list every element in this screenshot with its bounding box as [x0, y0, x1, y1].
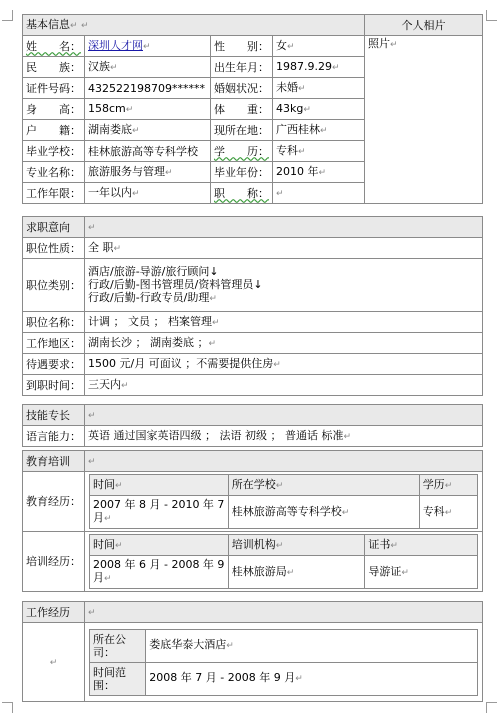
salary-value: 1500 元/月 可面议 ；不需要提供住房↵ [85, 354, 483, 375]
edu-row-degree: 专科↵ [419, 496, 477, 529]
edu-col-degree: 学历↵ [419, 475, 477, 496]
school-value: 桂林旅游高等专科学校 [85, 141, 211, 162]
id-label: 证件号码： [23, 78, 85, 99]
section-header-education: 教育培训 [23, 451, 85, 472]
height-label: 身 高： [23, 99, 85, 120]
major-value: 旅游服务与管理↵ [85, 162, 211, 183]
birth-label: 出生年月： [211, 57, 273, 78]
training-label: 培训经历： [23, 532, 85, 592]
section-header-intent: 求职意向 [23, 217, 85, 238]
location-label: 现所在地： [211, 120, 273, 141]
grad-label: 毕业年份： [211, 162, 273, 183]
period-label: 时间范围： [90, 662, 146, 695]
training-subtable [89, 534, 478, 589]
work-table [22, 601, 483, 702]
education-subtable [89, 474, 478, 529]
section-header-work-filler: ↵ [85, 602, 483, 623]
section-header-skills-filler: ↵ [85, 405, 483, 426]
school-label: 毕业学校： [23, 141, 85, 162]
train-col-cert: 证书↵ [365, 535, 478, 556]
arrival-label: 到职时间： [23, 375, 85, 396]
section-header-basic: 基本信息↵ ↵ [23, 15, 365, 36]
train-col-org: 培训机构↵ [228, 535, 365, 556]
train-row-time: 2008 年 6 月 - 2008 年 9 月↵ [90, 556, 229, 589]
degree-label: 学 历： [211, 141, 273, 162]
nature-value: 全 职↵ [85, 238, 483, 259]
basic-info-table [22, 14, 483, 204]
page-corner-mark [486, 702, 497, 713]
page-corner-mark [486, 10, 497, 21]
name-value[interactable]: 深圳人才网↵ [85, 36, 211, 57]
page-corner-mark [2, 10, 13, 21]
category-item: 酒店/旅游-导游/旅行顾问↓ [88, 264, 219, 278]
section-header-intent-filler: ↵ [85, 217, 483, 238]
weight-label: 体 重： [211, 99, 273, 120]
area-value: 湖南长沙 ； 湖南娄底 ；↵ [85, 333, 483, 354]
training-subtable-cell [85, 532, 483, 592]
height-value: 158cm↵ [85, 99, 211, 120]
arrival-value: 三天内↵ [85, 375, 483, 396]
period-value: 2008 年 7 月 - 2008 年 9 月↵ [146, 662, 478, 695]
marital-label: 婚姻状况： [211, 78, 273, 99]
degree-value: 专科↵ [273, 141, 365, 162]
train-col-time: 时间↵ [90, 535, 229, 556]
birth-value: 1987.9.29↵ [273, 57, 365, 78]
section-header-skills: 技能专长 [23, 405, 85, 426]
skills-table [22, 404, 483, 447]
train-row-org: 桂林旅游局↵ [228, 556, 365, 589]
title-label: 职 称： [211, 183, 273, 204]
language-label: 语言能力： [23, 426, 85, 447]
gender-value: 女↵ [273, 36, 365, 57]
education-table [22, 450, 483, 592]
category-item: 行政/后勤-图书管理员/资料管理员↓ [88, 277, 263, 291]
gender-label: 性 别： [211, 36, 273, 57]
edu-row-time: 2007 年 8 月 - 2010 年 7 月↵ [90, 496, 229, 529]
category-label: 职位类别： [23, 259, 85, 312]
category-item: 行政/后勤-行政专员/助理↵ [88, 290, 217, 304]
hukou-label: 户 籍： [23, 120, 85, 141]
ethnicity-value: 汉族↵ [85, 57, 211, 78]
category-value [85, 259, 483, 312]
edu-row-school: 桂林旅游高等专科学校↵ [228, 496, 419, 529]
major-label: 专业名称： [23, 162, 85, 183]
marital-value: 未婚↵ [273, 78, 365, 99]
train-row-cert: 导游证↵ [365, 556, 478, 589]
salary-label: 待遇要求： [23, 354, 85, 375]
edu-col-school: 所在学校↵ [228, 475, 419, 496]
posname-value: 计调 ； 文员 ； 档案管理↵ [85, 312, 483, 333]
job-intent-table [22, 216, 483, 396]
work-subtable-cell [85, 623, 483, 702]
photo-cell: 照片↵ [365, 36, 483, 204]
posname-label: 职位名称： [23, 312, 85, 333]
section-header-education-filler: ↵ [85, 451, 483, 472]
language-value: 英语 通过国家英语四级 ； 法语 初级 ； 普通话 标准↵ [85, 426, 483, 447]
ethnicity-label: 民 族： [23, 57, 85, 78]
area-label: 工作地区： [23, 333, 85, 354]
education-subtable-cell [85, 472, 483, 532]
education-label: 教育经历： [23, 472, 85, 532]
years-value: 一年以内↵ [85, 183, 211, 204]
title-value: ↵ [273, 183, 365, 204]
years-label: 工作年限： [23, 183, 85, 204]
work-label-empty: ↵ [23, 623, 85, 702]
company-value: 娄底华泰大酒店↵ [146, 629, 478, 662]
company-label: 所在公司： [90, 629, 146, 662]
location-value: 广西桂林↵ [273, 120, 365, 141]
edu-col-time: 时间↵ [90, 475, 229, 496]
name-label: 姓 名： [23, 36, 85, 57]
page-corner-mark [2, 702, 13, 713]
photo-header: 个人相片 [365, 15, 483, 36]
grad-value: 2010 年↵ [273, 162, 365, 183]
hukou-value: 湖南娄底↵ [85, 120, 211, 141]
work-subtable [89, 629, 478, 696]
section-header-work: 工作经历 [23, 602, 85, 623]
id-value: 432522198709****** [85, 78, 211, 99]
weight-value: 43kg↵ [273, 99, 365, 120]
nature-label: 职位性质： [23, 238, 85, 259]
